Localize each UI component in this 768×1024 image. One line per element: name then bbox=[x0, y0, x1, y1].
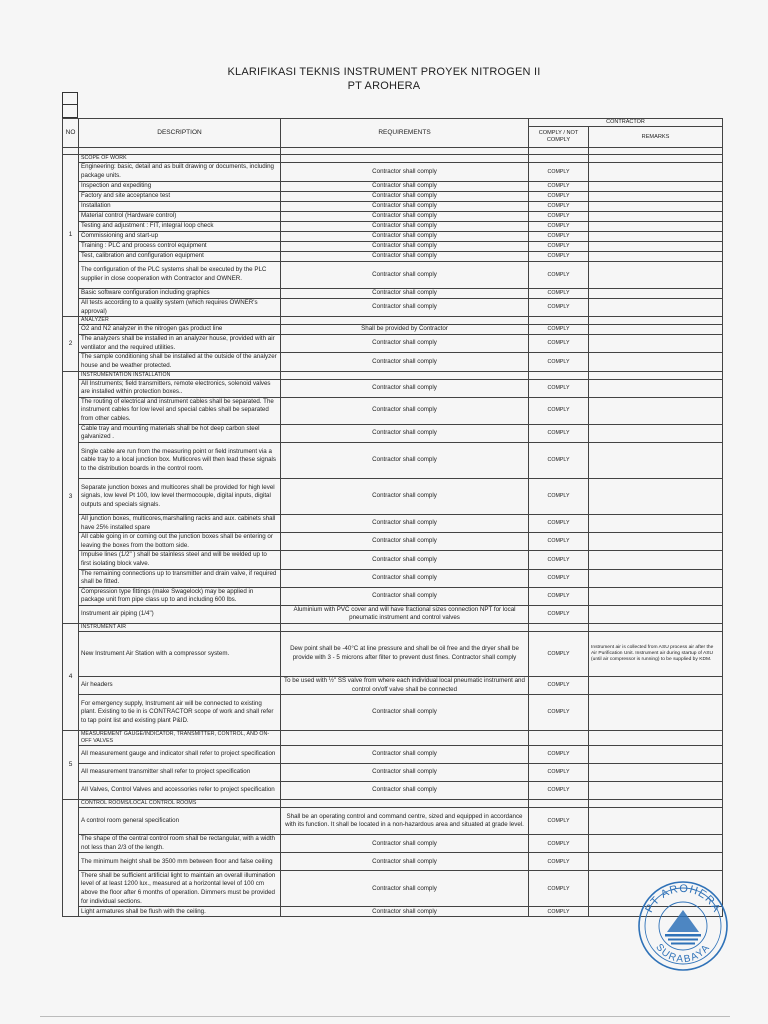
remarks-cell bbox=[589, 533, 723, 551]
requirement-cell: Contractor shall comply bbox=[281, 746, 529, 764]
comply-cell: COMPLY bbox=[529, 202, 589, 212]
description-cell: The remaining connections up to transmitter and drain valve, if required shall be fitted. bbox=[79, 569, 281, 587]
requirement-cell: Contractor shall comply bbox=[281, 514, 529, 532]
header-row-1 bbox=[63, 119, 723, 127]
description-cell: All Instruments; field transmitters, remote electronics, solenoid valves are installed within protection boxes.. bbox=[79, 379, 281, 397]
table-row bbox=[63, 808, 723, 835]
description-cell: The configuration of the PLC systems shall be executed by the PLC supplier in close cooperation with Contractor and OWNER. bbox=[79, 262, 281, 289]
requirement-cell: Contractor shall comply bbox=[281, 587, 529, 605]
table-row bbox=[63, 299, 723, 317]
table-row bbox=[63, 289, 723, 299]
table-row bbox=[63, 192, 723, 202]
description-cell: All cable going in or coming out the junction boxes shall be entering or leaving the boxes from the bottom side. bbox=[79, 533, 281, 551]
empty-cell bbox=[529, 317, 589, 325]
requirement-cell: Contractor shall comply bbox=[281, 835, 529, 853]
remarks-cell bbox=[589, 746, 723, 764]
requirement-cell: Contractor shall comply bbox=[281, 853, 529, 871]
description-cell: The sample conditioning shall be installed at the outside of the analyzer house and be weather protected. bbox=[79, 353, 281, 371]
section-header-row bbox=[63, 317, 723, 325]
remarks-cell bbox=[589, 202, 723, 212]
table-row bbox=[63, 677, 723, 695]
col-header-no: NO bbox=[63, 119, 79, 148]
requirement-cell: Contractor shall comply bbox=[281, 289, 529, 299]
remarks-cell bbox=[589, 379, 723, 397]
comply-cell: COMPLY bbox=[529, 442, 589, 478]
table-row bbox=[63, 871, 723, 907]
comply-cell: COMPLY bbox=[529, 163, 589, 182]
description-cell: The shape of the central control room shall be rectangular, with a width not less than 2/3 of the length. bbox=[79, 835, 281, 853]
table-row bbox=[63, 353, 723, 371]
section-title: SCOPE OF WORK bbox=[79, 155, 281, 163]
empty-cell bbox=[281, 317, 529, 325]
section-header-row bbox=[63, 731, 723, 746]
comply-cell: COMPLY bbox=[529, 764, 589, 782]
section-number: 5 bbox=[63, 731, 79, 800]
remarks-cell bbox=[589, 808, 723, 835]
comply-cell: COMPLY bbox=[529, 424, 589, 442]
requirement-cell: Contractor shall comply bbox=[281, 695, 529, 731]
remarks-cell bbox=[589, 262, 723, 289]
section-number: 4 bbox=[63, 624, 79, 731]
empty-cell bbox=[589, 317, 723, 325]
comply-cell: COMPLY bbox=[529, 632, 589, 677]
description-cell: Light armatures shall be flush with the ceiling. bbox=[79, 907, 281, 917]
requirement-cell: Contractor shall comply bbox=[281, 232, 529, 242]
remarks-cell bbox=[589, 252, 723, 262]
table-row bbox=[63, 695, 723, 731]
section-number: 2 bbox=[63, 317, 79, 371]
empty-cell bbox=[529, 800, 589, 808]
description-cell: Factory and site acceptance test bbox=[79, 192, 281, 202]
comply-cell: COMPLY bbox=[529, 325, 589, 335]
clarification-table bbox=[62, 118, 723, 917]
requirement-cell: Contractor shall comply bbox=[281, 569, 529, 587]
table-row bbox=[63, 782, 723, 800]
comply-cell: COMPLY bbox=[529, 252, 589, 262]
spacer-row bbox=[63, 148, 723, 155]
remarks-cell bbox=[589, 853, 723, 871]
description-cell: A control room general specification bbox=[79, 808, 281, 835]
table-row bbox=[63, 379, 723, 397]
comply-cell: COMPLY bbox=[529, 695, 589, 731]
requirement-cell: Shall be an operating control and command centre, sized and equipped in accordance with its function. It shall be located in a non-hazardous area and situated at grade level. bbox=[281, 808, 529, 835]
empty-cell bbox=[589, 371, 723, 379]
document-subtitle: PT AROHERA bbox=[347, 80, 421, 92]
requirement-cell: Contractor shall comply bbox=[281, 907, 529, 917]
section-title: INSTRUMENT AIR bbox=[79, 624, 281, 632]
description-cell: Inspection and expediting bbox=[79, 182, 281, 192]
requirement-cell: To be used with ½" SS valve from where each individual local pneumatic instrument and control on/off valve shall be connected bbox=[281, 677, 529, 695]
remarks-cell bbox=[589, 551, 723, 569]
description-cell: All measurement gauge and indicator shall refer to project specification bbox=[79, 746, 281, 764]
section-title: MEASUREMENT GAUGE/INDICATOR, TRANSMITTER, CONTROL, AND ON-OFF VALVES bbox=[79, 731, 281, 746]
table-row bbox=[63, 252, 723, 262]
remarks-cell bbox=[589, 353, 723, 371]
table-row bbox=[63, 222, 723, 232]
requirement-cell: Contractor shall comply bbox=[281, 222, 529, 232]
requirement-cell: Dew point shall be -40°C at line pressure and shall be oil free and the dryer shall be provide with 3 - 5 microns after filter to prevent dust fines. Contractor shall comply bbox=[281, 632, 529, 677]
description-cell: Test, calibration and configuration equipment bbox=[79, 252, 281, 262]
comply-cell: COMPLY bbox=[529, 907, 589, 917]
description-cell: The routing of electrical and instrument cables shall be separated. The instrument cables for low level and special cables shall be separated from other cables. bbox=[79, 397, 281, 424]
remarks-cell bbox=[589, 242, 723, 252]
remarks-cell bbox=[589, 325, 723, 335]
requirement-cell: Contractor shall comply bbox=[281, 442, 529, 478]
comply-cell: COMPLY bbox=[529, 222, 589, 232]
requirement-cell: Contractor shall comply bbox=[281, 163, 529, 182]
comply-cell: COMPLY bbox=[529, 871, 589, 907]
requirement-cell: Contractor shall comply bbox=[281, 262, 529, 289]
remarks-cell bbox=[589, 222, 723, 232]
comply-cell: COMPLY bbox=[529, 478, 589, 514]
description-cell: Material control (Hardware control) bbox=[79, 212, 281, 222]
empty-cell bbox=[589, 731, 723, 746]
remarks-cell bbox=[589, 289, 723, 299]
table-row bbox=[63, 335, 723, 353]
col-header-description: DESCRIPTION bbox=[79, 119, 281, 148]
table-row bbox=[63, 764, 723, 782]
document-title: KLARIFIKASI TEKNIS INSTRUMENT PROYEK NITROGEN II bbox=[227, 66, 541, 78]
empty-cell bbox=[281, 155, 529, 163]
description-cell: All Valves, Control Valves and accessories refer to project specification bbox=[79, 782, 281, 800]
section-header-row bbox=[63, 371, 723, 379]
requirement-cell: Contractor shall comply bbox=[281, 335, 529, 353]
stamp-bottom-text: SURABAYA bbox=[653, 941, 713, 966]
description-cell: Separate junction boxes and multicores shall be provided for high level signals, low level Pt 100, low level thermocouple, digital inputs, digital outputs and specials signals. bbox=[79, 478, 281, 514]
description-cell: Testing and adjustment : FIT, integral loop check bbox=[79, 222, 281, 232]
remarks-cell bbox=[589, 478, 723, 514]
corner-box bbox=[62, 92, 78, 105]
remarks-cell bbox=[589, 212, 723, 222]
requirement-cell: Contractor shall comply bbox=[281, 424, 529, 442]
remarks-cell bbox=[589, 605, 723, 623]
table-row bbox=[63, 242, 723, 252]
table-row bbox=[63, 746, 723, 764]
description-cell: Air headers bbox=[79, 677, 281, 695]
stamp-emblem bbox=[665, 910, 701, 945]
remarks-cell bbox=[589, 782, 723, 800]
comply-cell: COMPLY bbox=[529, 299, 589, 317]
table-row bbox=[63, 551, 723, 569]
comply-cell: COMPLY bbox=[529, 551, 589, 569]
comply-cell: COMPLY bbox=[529, 569, 589, 587]
description-cell: Installation bbox=[79, 202, 281, 212]
remarks-cell: Instrument air is collected from ASU process air after the Air Purification Unit. Instrument air during startup of ASU (until air compressor is running) to be supplied by KDM. bbox=[589, 632, 723, 677]
table-row bbox=[63, 835, 723, 853]
table-row bbox=[63, 325, 723, 335]
remarks-cell bbox=[589, 163, 723, 182]
description-cell: Instrument air piping (1/4") bbox=[79, 605, 281, 623]
table-row bbox=[63, 478, 723, 514]
description-cell: O2 and N2 analyzer in the nitrogen gas product line bbox=[79, 325, 281, 335]
remarks-cell bbox=[589, 182, 723, 192]
empty-cell bbox=[281, 371, 529, 379]
requirement-cell: Contractor shall comply bbox=[281, 871, 529, 907]
section-header-row bbox=[63, 155, 723, 163]
comply-cell: COMPLY bbox=[529, 677, 589, 695]
table-row bbox=[63, 632, 723, 677]
description-cell: For emergency supply, Instrument air will be connected to existing plant. Existing to tie in is CONTRACTOR scope of work and shall refer to tap point list and existing plant P&ID. bbox=[79, 695, 281, 731]
section-header-row bbox=[63, 800, 723, 808]
remarks-cell bbox=[589, 569, 723, 587]
comply-cell: COMPLY bbox=[529, 605, 589, 623]
requirement-cell: Contractor shall comply bbox=[281, 182, 529, 192]
description-cell: Basic software configuration including graphics bbox=[79, 289, 281, 299]
comply-cell: COMPLY bbox=[529, 397, 589, 424]
empty-cell bbox=[589, 800, 723, 808]
table-row bbox=[63, 569, 723, 587]
description-cell: All tests according to a quality system (which requires OWNER's approval) bbox=[79, 299, 281, 317]
table-row bbox=[63, 262, 723, 289]
empty-cell bbox=[529, 371, 589, 379]
comply-cell: COMPLY bbox=[529, 514, 589, 532]
requirement-cell: Contractor shall comply bbox=[281, 353, 529, 371]
comply-cell: COMPLY bbox=[529, 262, 589, 289]
requirement-cell: Contractor shall comply bbox=[281, 379, 529, 397]
company-stamp bbox=[637, 880, 729, 972]
requirement-cell: Contractor shall comply bbox=[281, 252, 529, 262]
table-row bbox=[63, 533, 723, 551]
description-cell: New Instrument Air Station with a compressor system. bbox=[79, 632, 281, 677]
empty-cell bbox=[589, 155, 723, 163]
table-row bbox=[63, 202, 723, 212]
col-header-comply: COMPLY / NOT COMPLY bbox=[529, 127, 589, 148]
requirement-cell: Contractor shall comply bbox=[281, 242, 529, 252]
col-header-contractor: CONTRACTOR bbox=[529, 119, 723, 127]
table-row bbox=[63, 587, 723, 605]
remarks-cell bbox=[589, 587, 723, 605]
table-row bbox=[63, 212, 723, 222]
empty-cell bbox=[529, 624, 589, 632]
section-title: ANALYZER bbox=[79, 317, 281, 325]
table-body bbox=[63, 119, 723, 917]
comply-cell: COMPLY bbox=[529, 746, 589, 764]
requirement-cell: Contractor shall comply bbox=[281, 551, 529, 569]
comply-cell: COMPLY bbox=[529, 853, 589, 871]
remarks-cell bbox=[589, 424, 723, 442]
comply-cell: COMPLY bbox=[529, 242, 589, 252]
empty-cell bbox=[529, 731, 589, 746]
comply-cell: COMPLY bbox=[529, 212, 589, 222]
table-row bbox=[63, 424, 723, 442]
description-cell: The analyzers shall be installed in an analyzer house, provided with air ventilator and the required utilities. bbox=[79, 335, 281, 353]
table-row bbox=[63, 853, 723, 871]
section-number: 1 bbox=[63, 155, 79, 317]
table-row bbox=[63, 182, 723, 192]
empty-cell bbox=[589, 624, 723, 632]
comply-cell: COMPLY bbox=[529, 587, 589, 605]
comply-cell: COMPLY bbox=[529, 353, 589, 371]
empty-cell bbox=[281, 800, 529, 808]
page-bottom-rule bbox=[40, 1016, 730, 1017]
section-title: INSTRUMENTATION INSTALLATION bbox=[79, 371, 281, 379]
corner-box bbox=[62, 105, 78, 118]
svg-text:SURABAYA bbox=[653, 942, 713, 965]
comply-cell: COMPLY bbox=[529, 379, 589, 397]
comply-cell: COMPLY bbox=[529, 808, 589, 835]
requirement-cell: Contractor shall comply bbox=[281, 764, 529, 782]
description-cell: Commissioning and start-up bbox=[79, 232, 281, 242]
description-cell: There shall be sufficient artificial light to maintain an overall illumination level of at least 1200 lux., measured at a horizontal level of 100 cm above the floor after 6 months of operation. Dimmers must be provided for individual sections. bbox=[79, 871, 281, 907]
description-cell: All measurement transmitter shall refer to project specification bbox=[79, 764, 281, 782]
remarks-cell bbox=[589, 514, 723, 532]
stamp-top-text: PT AROHERA bbox=[643, 882, 723, 915]
remarks-cell bbox=[589, 335, 723, 353]
remarks-cell bbox=[589, 299, 723, 317]
remarks-cell bbox=[589, 232, 723, 242]
description-cell: Single cable are run from the measuring point or field instrument via a cable tray to a local junction box. Multicores will then lead these signals to the distribution boards in the control room. bbox=[79, 442, 281, 478]
col-header-requirements: REQUIREMENTS bbox=[281, 119, 529, 148]
comply-cell: COMPLY bbox=[529, 335, 589, 353]
remarks-cell bbox=[589, 835, 723, 853]
remarks-cell bbox=[589, 764, 723, 782]
svg-text:PT AROHERA bbox=[643, 883, 722, 915]
table-row bbox=[63, 442, 723, 478]
description-cell: Cable tray and mounting materials shall be hot deep carbon steel galvanized . bbox=[79, 424, 281, 442]
section-number: 3 bbox=[63, 371, 79, 624]
table-row bbox=[63, 605, 723, 623]
description-cell: All junction boxes, multicores,marshalling racks and aux. cabinets shall have 25% installed spare bbox=[79, 514, 281, 532]
requirement-cell: Contractor shall comply bbox=[281, 202, 529, 212]
comply-cell: COMPLY bbox=[529, 182, 589, 192]
comply-cell: COMPLY bbox=[529, 192, 589, 202]
description-cell: Engineering: basic, detail and as built drawing or documents, including package units. bbox=[79, 163, 281, 182]
remarks-cell bbox=[589, 192, 723, 202]
remarks-cell bbox=[589, 442, 723, 478]
table-row bbox=[63, 907, 723, 917]
remarks-cell bbox=[589, 695, 723, 731]
comply-cell: COMPLY bbox=[529, 289, 589, 299]
remarks-cell bbox=[589, 397, 723, 424]
comply-cell: COMPLY bbox=[529, 533, 589, 551]
description-cell: Training : PLC and process control equipment bbox=[79, 242, 281, 252]
requirement-cell: Aluminium with PVC cover and will have fractional sizes connection NPT for local pneumatic instrument and control valves bbox=[281, 605, 529, 623]
remarks-cell bbox=[589, 677, 723, 695]
section-header-row bbox=[63, 624, 723, 632]
table-row bbox=[63, 232, 723, 242]
comply-cell: COMPLY bbox=[529, 232, 589, 242]
comply-cell: COMPLY bbox=[529, 835, 589, 853]
empty-cell bbox=[529, 155, 589, 163]
table-row bbox=[63, 397, 723, 424]
empty-cell bbox=[281, 624, 529, 632]
requirement-cell: Shall be provided by Contractor bbox=[281, 325, 529, 335]
requirement-cell: Contractor shall comply bbox=[281, 299, 529, 317]
table-row bbox=[63, 163, 723, 182]
description-cell: Impulse lines (1/2" ) shall be stainless steel and will be welded up to first isolating block valve. bbox=[79, 551, 281, 569]
requirement-cell: Contractor shall comply bbox=[281, 397, 529, 424]
requirement-cell: Contractor shall comply bbox=[281, 212, 529, 222]
requirement-cell: Contractor shall comply bbox=[281, 192, 529, 202]
requirement-cell: Contractor shall comply bbox=[281, 533, 529, 551]
col-header-remarks: REMARKS bbox=[589, 127, 723, 148]
description-cell: The minimum height shall be 3500 mm between floor and false ceiling bbox=[79, 853, 281, 871]
requirement-cell: Contractor shall comply bbox=[281, 478, 529, 514]
section-number bbox=[63, 800, 79, 917]
requirement-cell: Contractor shall comply bbox=[281, 782, 529, 800]
empty-cell bbox=[281, 731, 529, 746]
table-row bbox=[63, 514, 723, 532]
comply-cell: COMPLY bbox=[529, 782, 589, 800]
description-cell: Compression type fittings (make Swagelock) may be applied in package unit from pipe class up to and including 600 lbs. bbox=[79, 587, 281, 605]
section-title: CONTROL ROOMS/LOCAL CONTROL ROOMS bbox=[79, 800, 281, 808]
